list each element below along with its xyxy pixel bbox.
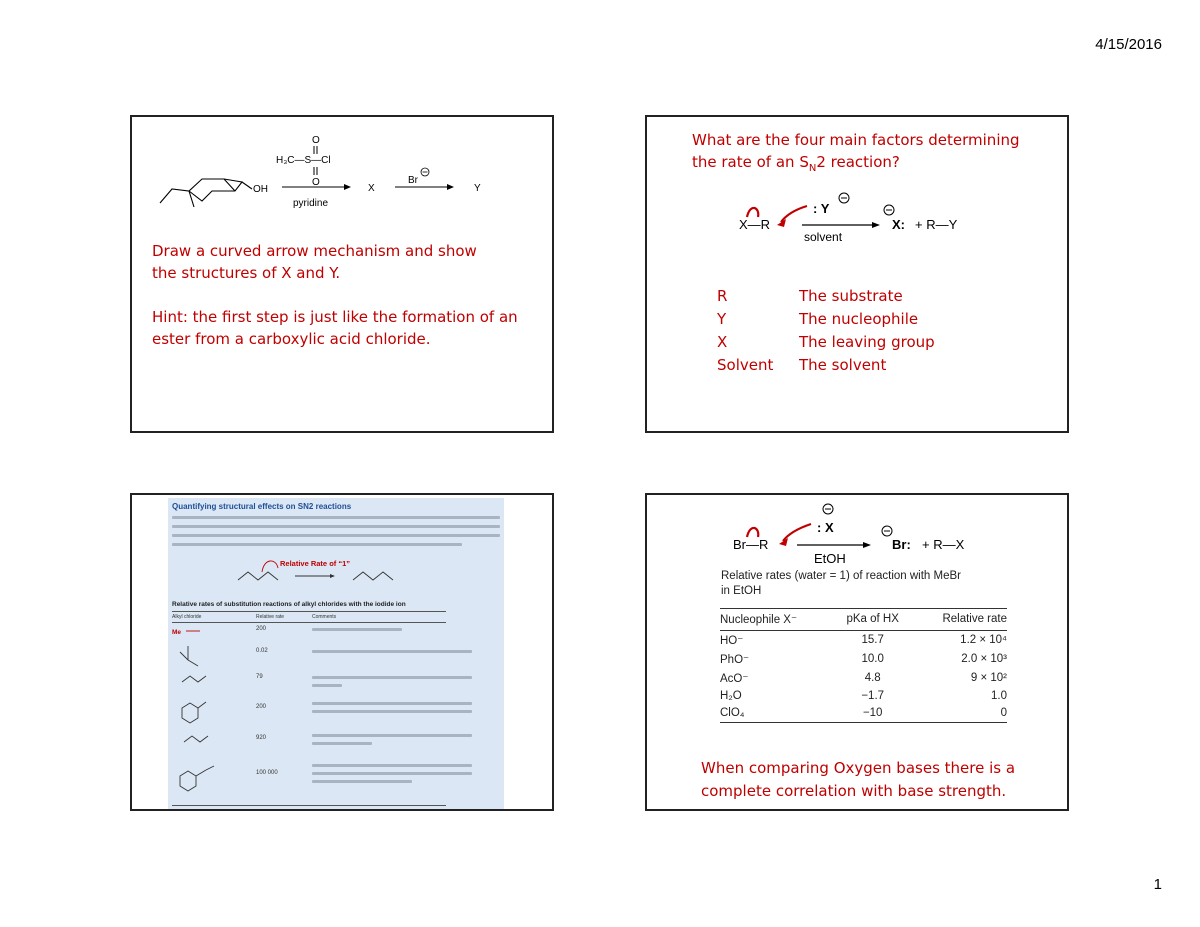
scan-rate: 0.02	[256, 648, 268, 654]
scan-header: Comments	[312, 614, 337, 620]
question-line-1: Draw a curved arrow mechanism and show	[152, 242, 477, 260]
cyclohexane-structure	[160, 179, 252, 207]
question-line-2: the rate of an $S_N2$ reaction?	[692, 153, 900, 174]
scheme-nucleophile: : X	[817, 520, 834, 535]
scheme-leaving: X:	[892, 217, 905, 232]
slide1-question	[152, 240, 518, 350]
table-row: AcO⁻ 4.8 9 × 10²	[720, 672, 1007, 685]
scan-rate: 920	[256, 735, 267, 741]
scheme-nucleophile: : Y	[813, 201, 830, 216]
oh-label: OH	[253, 184, 268, 195]
scan-reaction	[168, 550, 504, 600]
slide-2	[645, 115, 1069, 433]
relative-rate-label: Relative Rate of “1”	[280, 559, 351, 568]
svg-text:Me: Me	[172, 629, 182, 636]
nucleophile-table	[720, 608, 1007, 723]
textbook-scan	[168, 498, 504, 811]
scheme-product: + R—Y	[915, 217, 958, 232]
reagent-formula: H₃C—S—Cl	[276, 155, 331, 166]
table-row: PhO⁻ 10.0 2.0 × 10³	[720, 653, 1007, 666]
scan-rate: 100 000	[256, 770, 278, 776]
conditions-label: pyridine	[293, 198, 329, 209]
page-date: 4/15/2016	[1095, 36, 1162, 53]
hint-line-1: Hint: the first step is just like the formation of an	[152, 308, 518, 326]
conclusion	[701, 757, 1015, 803]
rates-caption	[721, 569, 961, 599]
factor-row: X The leaving group	[717, 333, 935, 351]
conclusion-line-1: When comparing Oxygen bases there is a	[701, 759, 1016, 777]
slide2-question	[692, 129, 1020, 180]
scheme-substrate: X—R	[739, 217, 771, 232]
slide-4	[645, 493, 1069, 811]
sn2-scheme	[647, 189, 1069, 259]
reagent-top-o: O	[312, 135, 320, 146]
table-row: HO⁻ 15.7 1.2 × 10⁴	[720, 634, 1007, 647]
reaction-scheme-1	[132, 117, 554, 227]
table-header-row	[720, 609, 1007, 631]
column-header: pKa of HX	[834, 609, 912, 631]
scheme-solvent: EtOH	[814, 551, 846, 566]
table-row: ClO₄ −10 0	[720, 705, 1007, 723]
question-line-1: What are the four main factors determining	[692, 131, 1020, 149]
factor-row: R The substrate	[717, 287, 903, 305]
scan-rate: 79	[256, 674, 263, 680]
column-header: Relative rate	[911, 609, 1007, 631]
scan-title: Quantifying structural effects on SN2 reactions	[172, 502, 352, 511]
scheme-substrate: Br—R	[733, 537, 769, 552]
product-y: Y	[474, 183, 481, 194]
scan-rate: 200	[256, 704, 267, 710]
scan-rate: 200	[256, 626, 267, 632]
scheme-solvent: solvent	[804, 230, 843, 244]
rates-caption-line-2: in EtOH	[721, 585, 762, 597]
scan-header: Alkyl chloride	[172, 614, 202, 620]
page-number: 1	[1153, 876, 1162, 893]
ethanol-scheme	[647, 499, 1069, 569]
scheme-product: + R—X	[922, 537, 965, 552]
scan-header: Relative rate	[256, 614, 285, 620]
scan-structures	[170, 624, 250, 811]
slide-1	[130, 115, 554, 433]
factors-list	[717, 285, 935, 377]
hint-line-2: ester from a carboxylic acid chloride.	[152, 330, 431, 348]
reagent-bottom-o: O	[312, 177, 320, 188]
bromide-label: Br	[408, 175, 418, 186]
scheme-leaving: Br:	[892, 537, 911, 552]
question-line-2: the structures of X and Y.	[152, 264, 341, 282]
conclusion-line-2: complete correlation with base strength.	[701, 782, 1007, 800]
table-row: H₂O −1.7 1.0	[720, 690, 1007, 702]
slide-3	[130, 493, 554, 811]
column-header: Nucleophile X⁻	[720, 609, 834, 631]
scan-table-caption: Relative rates of substitution reactions of alkyl chlorides with the iodide ion	[172, 601, 406, 608]
factor-row: Solvent The solvent	[717, 356, 887, 374]
product-x: X	[368, 183, 375, 194]
rates-caption-line-1: Relative rates (water = 1) of reaction with MeBr	[721, 570, 961, 582]
factor-row: Y The nucleophile	[717, 310, 919, 328]
